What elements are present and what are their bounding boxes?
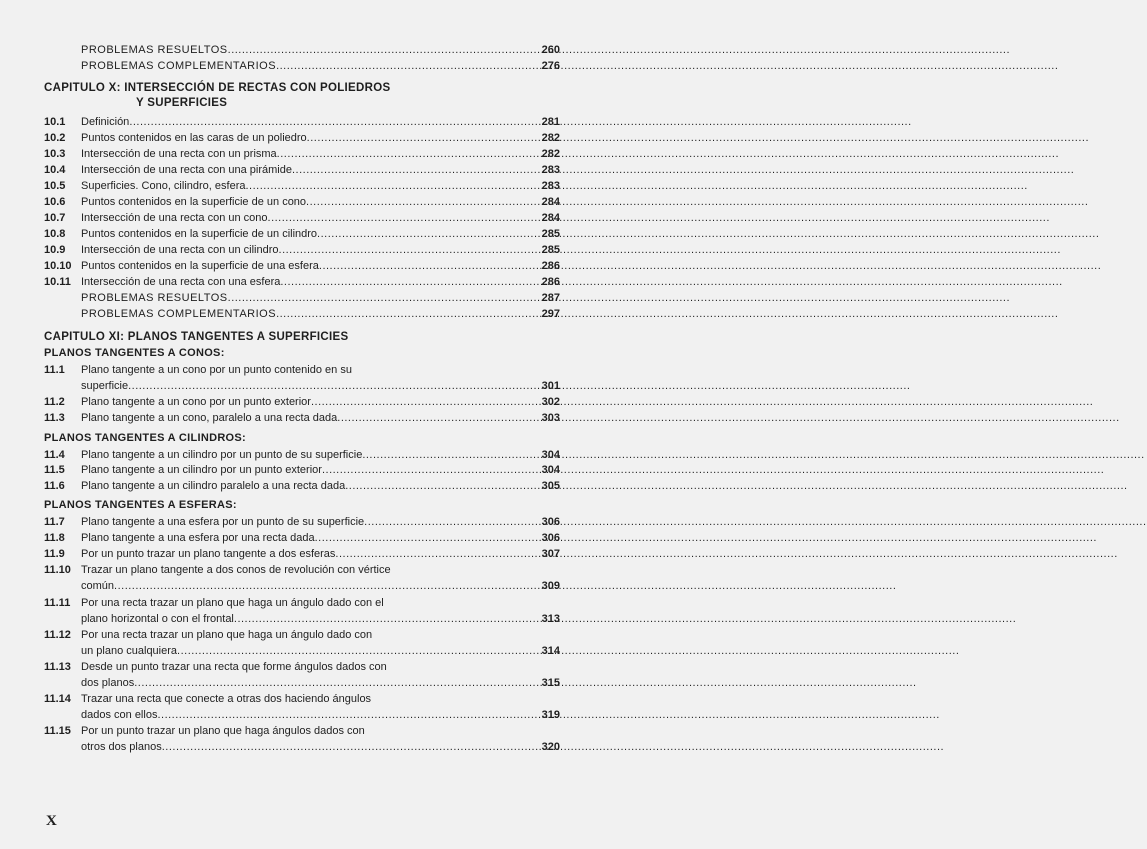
entry-number: 11.11 xyxy=(44,597,71,609)
toc-entry xyxy=(81,44,560,57)
entry-number: 11.8 xyxy=(44,532,65,544)
toc-entry-cont xyxy=(44,709,560,722)
entry-text: Puntos contenidos en la superficie de un cilindro xyxy=(81,228,318,240)
entry-page: 297 xyxy=(541,308,560,320)
chapter-title: CAPITULO X: INTERSECCIÓN DE RECTAS CON POLIEDROS xyxy=(44,82,391,94)
entry-page: 301 xyxy=(541,380,560,392)
toc-entry xyxy=(44,212,560,225)
entry-text: Plano tangente a un cono por un punto exterior xyxy=(81,396,311,408)
leader-dots xyxy=(228,292,541,305)
toc-entry xyxy=(44,148,560,161)
leader-dots xyxy=(114,580,541,593)
entry-page: 313 xyxy=(541,613,560,625)
entry-number: 10.6 xyxy=(44,196,66,208)
toc-entry xyxy=(44,597,560,610)
entry-number: 11.2 xyxy=(44,396,65,408)
entry-page: 285 xyxy=(541,228,560,240)
leader-dots xyxy=(345,480,540,493)
toc-entry xyxy=(44,564,560,577)
entry-number: 10.2 xyxy=(44,132,66,144)
entry-text: Puntos contenidos en la superficie de una esfera xyxy=(81,260,319,272)
entry-text: común xyxy=(81,580,115,592)
leader-dots xyxy=(322,464,541,477)
leader-dots xyxy=(276,60,541,73)
entry-page: 315 xyxy=(541,677,560,689)
entry-number: 11.3 xyxy=(44,412,65,424)
entry-text: Plano tangente a un cono por un punto contenido en su xyxy=(81,364,352,376)
entry-page: 286 xyxy=(541,276,560,288)
leader-dots xyxy=(280,276,540,289)
leader-dots xyxy=(292,164,541,177)
entry-number: 10.5 xyxy=(44,180,66,192)
toc-entry xyxy=(44,516,560,529)
toc-entry xyxy=(44,449,560,462)
toc-entry xyxy=(44,196,560,209)
entry-number: 11.13 xyxy=(44,661,71,673)
entry-text: Puntos contenidos en las caras de un poliedro xyxy=(81,132,307,144)
entry-page: 281 xyxy=(541,116,560,128)
entry-number: 11.14 xyxy=(44,693,71,705)
toc-entry xyxy=(81,292,560,305)
entry-text: Plano tangente a un cilindro paralelo a una recta dada xyxy=(81,480,346,492)
entry-text: Plano tangente a una esfera por un punto de su superficie xyxy=(81,516,365,528)
toc-entry xyxy=(44,464,560,477)
page-number: X xyxy=(46,813,57,829)
entry-page: 302 xyxy=(541,396,560,408)
entry-page: 283 xyxy=(541,164,560,176)
entry-text: dos planos xyxy=(81,677,135,689)
entry-text: PROBLEMAS RESUELTOS xyxy=(81,292,228,304)
toc-entry xyxy=(44,132,560,145)
leader-dots xyxy=(234,613,541,626)
toc-entry xyxy=(44,260,560,273)
leader-dots xyxy=(306,196,541,209)
entry-page: 282 xyxy=(541,148,560,160)
entry-text: Definición xyxy=(81,116,130,128)
entry-number: 11.4 xyxy=(44,449,65,461)
entry-text: Intersección de una recta con una pirámide xyxy=(81,164,292,176)
chapter-title-cont: Y SUPERFICIES xyxy=(136,97,228,109)
toc-entry xyxy=(44,532,560,545)
entry-page: 319 xyxy=(541,709,560,721)
entry-page: 284 xyxy=(541,212,560,224)
entry-text: PROBLEMAS COMPLEMENTARIOS xyxy=(81,60,277,72)
entry-text: Intersección de una recta con un cono xyxy=(81,212,268,224)
entry-text: otros dos planos xyxy=(81,741,162,753)
leader-dots xyxy=(134,677,540,690)
leader-dots xyxy=(364,516,540,529)
toc-entry xyxy=(44,244,560,257)
entry-number: 11.10 xyxy=(44,564,71,576)
entry-page: 314 xyxy=(541,645,560,657)
toc-entry xyxy=(81,60,560,73)
entry-number: 10.8 xyxy=(44,228,66,240)
leader-dots xyxy=(315,532,541,545)
toc-entry-cont xyxy=(44,741,560,754)
leader-dots xyxy=(177,645,541,658)
leader-dots xyxy=(279,244,541,257)
entry-page: 303 xyxy=(541,412,560,424)
toc-entry xyxy=(44,412,560,425)
entry-text: Por un punto trazar un plano que haga ángulos dados con xyxy=(81,725,365,737)
toc-entry xyxy=(44,725,560,738)
entry-number: 10.11 xyxy=(44,276,71,288)
leader-dots xyxy=(319,260,541,273)
entry-number: 10.9 xyxy=(44,244,66,256)
entry-page: 304 xyxy=(541,449,560,461)
leader-dots xyxy=(311,396,541,409)
entry-number: 10.7 xyxy=(44,212,66,224)
leader-dots xyxy=(228,44,541,57)
leader-dots xyxy=(129,116,540,129)
entry-text: Intersección de una recta con un prisma xyxy=(81,148,277,160)
entry-text: Por una recta trazar un plano que haga un ángulo dado con el xyxy=(81,597,384,609)
leader-dots xyxy=(277,148,541,161)
entry-number: 11.12 xyxy=(44,629,71,641)
entry-number: 11.6 xyxy=(44,480,65,492)
leader-dots xyxy=(307,132,541,145)
toc-entry xyxy=(44,693,560,706)
toc-entry xyxy=(44,480,560,493)
toc-entry xyxy=(44,548,560,561)
entry-text: Por una recta trazar un plano que haga un ángulo dado con xyxy=(81,629,373,641)
entry-text: Plano tangente a un cilindro por un punto de su superficie xyxy=(81,449,363,461)
entry-number: 11.1 xyxy=(44,364,65,376)
entry-text: Desde un punto trazar una recta que forme ángulos dados con xyxy=(81,661,387,673)
entry-text: dados con ellos xyxy=(81,709,158,721)
entry-text: superficie xyxy=(81,380,129,392)
toc-entry xyxy=(44,116,560,129)
chapter-title: CAPITULO XI: PLANOS TANGENTES A SUPERFICIES xyxy=(44,331,349,343)
leader-dots xyxy=(362,449,540,462)
toc-entry xyxy=(44,364,560,377)
leader-dots xyxy=(245,180,540,193)
entry-page: 307 xyxy=(541,548,560,560)
entry-text: Intersección de una recta con un cilindro xyxy=(81,244,279,256)
entry-number: 10.3 xyxy=(44,148,66,160)
entry-page: 260 xyxy=(541,44,560,56)
entry-number: 11.7 xyxy=(44,516,65,528)
leader-dots xyxy=(268,212,541,225)
entry-number: 11.15 xyxy=(44,725,71,737)
entry-text: Puntos contenidos en la superficie de un cono xyxy=(81,196,307,208)
entry-page: 276 xyxy=(541,60,560,72)
entry-text: PROBLEMAS RESUELTOS xyxy=(81,44,228,56)
entry-page: 282 xyxy=(541,132,560,144)
leader-dots xyxy=(335,548,540,561)
entry-page: 309 xyxy=(541,580,560,592)
entry-page: 306 xyxy=(541,516,560,528)
toc-entry-cont xyxy=(44,380,560,393)
entry-page: 320 xyxy=(541,741,560,753)
leader-dots xyxy=(162,741,541,754)
leader-dots xyxy=(337,412,540,425)
entry-page: 287 xyxy=(541,292,560,304)
toc-entry-cont xyxy=(44,613,560,626)
toc-entry xyxy=(44,396,560,409)
entry-number: 10.4 xyxy=(44,164,66,176)
toc-entry xyxy=(44,228,560,241)
toc-entry-cont xyxy=(44,580,560,593)
entry-page: 306 xyxy=(541,532,560,544)
entry-text: un plano cualquiera xyxy=(81,645,178,657)
toc-entry-cont xyxy=(44,645,560,658)
entry-page: 283 xyxy=(541,180,560,192)
entry-text: Superficies. Cono, cilindro, esfera xyxy=(81,180,246,192)
entry-page: 286 xyxy=(541,260,560,272)
toc-entry xyxy=(44,661,560,674)
leader-dots xyxy=(317,228,541,241)
entry-page: 285 xyxy=(541,244,560,256)
toc-entry xyxy=(44,629,560,642)
entry-number: 11.9 xyxy=(44,548,65,560)
section-heading: PLANOS TANGENTES A CONOS: xyxy=(44,347,225,359)
section-heading: PLANOS TANGENTES A ESFERAS: xyxy=(44,499,237,511)
entry-text: Plano tangente a un cono, paralelo a una recta dada xyxy=(81,412,338,424)
toc-entry xyxy=(44,276,560,289)
entry-text: Intersección de una recta con una esfera xyxy=(81,276,281,288)
entry-page: 304 xyxy=(541,464,560,476)
entry-number: 11.5 xyxy=(44,464,65,476)
toc-entry-cont xyxy=(44,677,560,690)
entry-text: Trazar una recta que conecte a otras dos haciendo ángulos xyxy=(81,693,372,705)
entry-number: 10.10 xyxy=(44,260,72,272)
toc-entry xyxy=(81,308,560,321)
leader-dots xyxy=(128,380,541,393)
entry-number: 10.1 xyxy=(44,116,66,128)
section-heading: PLANOS TANGENTES A CILINDROS: xyxy=(44,432,247,444)
toc-entry xyxy=(44,180,560,193)
entry-text: plano horizontal o con el frontal xyxy=(81,613,234,625)
leader-dots xyxy=(276,308,541,321)
leader-dots xyxy=(157,709,540,722)
entry-text: Plano tangente a un cilindro por un punto exterior xyxy=(81,464,322,476)
entry-text: Trazar un plano tangente a dos conos de revolución con vértice xyxy=(81,564,391,576)
entry-text: Por un punto trazar un plano tangente a dos esferas xyxy=(81,548,336,560)
entry-page: 305 xyxy=(541,480,560,492)
entry-text: Plano tangente a una esfera por una recta dada xyxy=(81,532,315,544)
toc-entry xyxy=(44,164,560,177)
entry-text: PROBLEMAS COMPLEMENTARIOS xyxy=(81,308,277,320)
entry-page: 284 xyxy=(541,196,560,208)
